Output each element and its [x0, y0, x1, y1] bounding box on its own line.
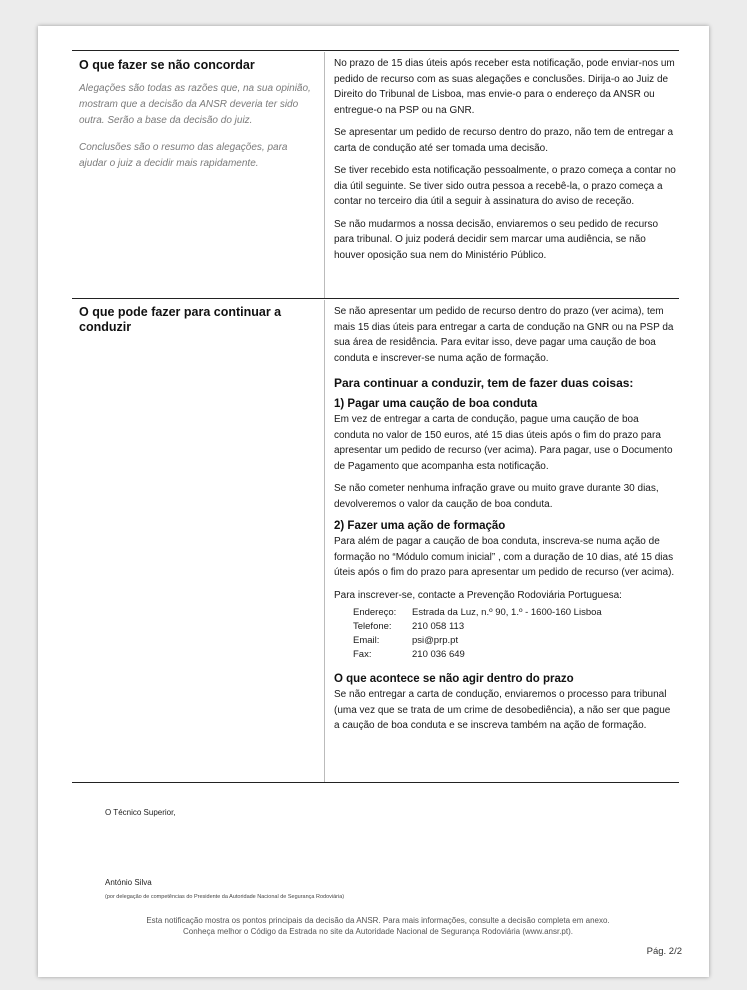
- footer-line: Esta notificação mostra os pontos principais da decisão da ANSR. Para mais informações, consulte a decisão completa em anexo.: [146, 916, 610, 925]
- section-divider: [72, 298, 679, 299]
- fax-value: 210 036 649: [412, 649, 465, 660]
- phone-label: Telefone:: [353, 621, 392, 632]
- section-body-keep-driving: [334, 304, 676, 741]
- side-note-conclusoes: Conclusões são o resumo das alegações, para ajudar o juiz a decidir mais rapidamente.: [79, 142, 288, 169]
- step-heading-consequences: O que acontece se não agir dentro do prazo: [334, 673, 574, 685]
- side-note-alegacoes: Alegações são todas as razões que, na sua opinião, mostram que a decisão da ANSR deveria ter sido outra. Serão a base da decisão do juiz.: [79, 83, 311, 126]
- section-title-keep-driving: O que pode fazer para continuar a conduzir: [79, 305, 282, 334]
- step-heading-formacao: 2) Fazer uma ação de formação: [334, 520, 506, 532]
- contact-details: [353, 606, 676, 662]
- section-divider: [72, 782, 679, 783]
- phone-value: 210 058 113: [412, 621, 465, 632]
- column-divider: [324, 52, 325, 298]
- paragraph: Se não entregar a carta de condução, enviaremos o processo para tribunal (uma vez que se trata de um crime de desobediência), a não ser que pague a caução de boa conduta e se inscreva também na ação de formação.: [334, 689, 671, 731]
- lead-heading: Para continuar a conduzir, tem de fazer duas coisas:: [334, 376, 634, 390]
- footer-note: [78, 915, 678, 937]
- signatory-name: António Silva: [105, 878, 152, 887]
- address-label: Endereço:: [353, 607, 397, 618]
- paragraph: Se não mudarmos a nossa decisão, enviaremos o seu pedido de recurso para tribunal. O juiz poderá decidir sem marcar uma audiência, se não houver oposição sua nem do Ministério Público.: [334, 218, 659, 261]
- document-page: [38, 26, 709, 977]
- paragraph: Se apresentar um pedido de recurso dentro do prazo, não tem de entregar a carta de condução até ser tomada uma decisão.: [334, 127, 674, 154]
- column-divider: [324, 300, 325, 782]
- paragraph: No prazo de 15 dias úteis após receber esta notificação, pode enviar-nos um pedido de recurso com as suas alegações e conclusões. Dirija-o ao Juiz de Direito do Tribunal de Lisboa, mas envie-o para o endereço da ANSR ou entregue-o na PSP ou na GNR.: [334, 58, 675, 116]
- delegation-note: (por delegação de competências do Presidente da Autoridade Nacional de Segurança Rodoviária): [105, 894, 345, 900]
- signatory-role: O Técnico Superior,: [105, 808, 176, 817]
- paragraph: Se não apresentar um pedido de recurso dentro do prazo (ver acima), tem mais 15 dias úteis para entregar a carta de condução na GNR ou na PSP da sua área de residência. Para evitar isso, deve pagar uma caução de boa conduta e inscrever-se numa ação de formação.: [334, 306, 674, 364]
- section-divider: [72, 50, 679, 51]
- fax-label: Fax:: [353, 649, 372, 660]
- paragraph: Se tiver recebido esta notificação pessoalmente, o prazo começa a contar no dia útil seguinte. Se tiver sido outra pessoa a recebê-la, o prazo começa a contar no terceiro dia útil a seguir à assinatura do aviso de receção.: [334, 165, 676, 207]
- paragraph: Para além de pagar a caução de boa conduta, inscreva-se numa ação de formação no “Módulo comum inicial” , com a duração de 10 dias, até 15 dias úteis após o fim do prazo para apresentar um pedido de recurso (ver acima).: [334, 536, 675, 578]
- page-number: Pág. 2/2: [646, 946, 682, 957]
- email-label: Email:: [353, 635, 380, 646]
- email-value: psi@prp.pt: [412, 635, 459, 646]
- section-body-disagree: [334, 56, 676, 270]
- paragraph: Para inscrever-se, contacte a Prevenção Rodoviária Portuguesa:: [334, 589, 622, 601]
- paragraph: Se não cometer nenhuma infração grave ou muito grave durante 30 dias, devolveremos o valor da caução de boa conduta.: [334, 483, 659, 510]
- footer-line: Conheça melhor o Código da Estrada no site da Autoridade Nacional de Segurança Rodoviária (www.ansr.pt).: [182, 927, 573, 936]
- address-value: Estrada da Luz, n.º 90, 1.º - 1600-160 Lisboa: [412, 607, 602, 618]
- section-title-disagree: O que fazer se não concordar: [79, 58, 255, 72]
- step-heading-caucao: 1) Pagar uma caução de boa conduta: [334, 398, 538, 410]
- paragraph: Em vez de entregar a carta de condução, pague uma caução de boa conduta no valor de 150 euros, até 15 dias úteis após o fim do prazo para apresentar um pedido de recurso (ver acima). Para pagar, use o Documento de Pagamento que acompanha esta notificação.: [334, 414, 673, 472]
- side-notes: [79, 81, 314, 183]
